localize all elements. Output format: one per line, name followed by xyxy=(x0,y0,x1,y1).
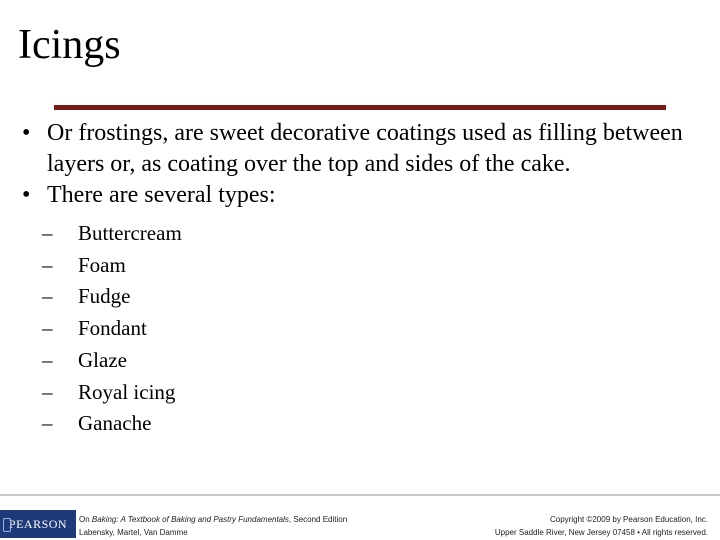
copyright-line-1: Copyright ©2009 by Pearson Education, Inc. xyxy=(550,515,708,524)
title-underline xyxy=(54,105,666,110)
icing-type-label: Foam xyxy=(78,252,126,277)
icing-type-item xyxy=(22,281,712,313)
icing-type-item xyxy=(22,377,712,409)
bullet-item xyxy=(22,118,712,180)
pearson-mark-icon xyxy=(3,518,11,532)
book-title: Baking: A Textbook of Baking and Pastry Fundamentals xyxy=(91,515,289,524)
bullet-list xyxy=(22,118,712,440)
bullet-marker: • xyxy=(22,120,31,146)
dash-marker: – xyxy=(42,284,53,309)
copyright-line-2: Upper Saddle River, New Jersey 07458 • All rights reserved. xyxy=(494,528,708,537)
icing-type-label: Buttercream xyxy=(78,221,182,245)
icing-type-label: Royal icing xyxy=(78,379,176,404)
footer-divider xyxy=(0,494,720,496)
book-authors: Labensky, Martel, Van Damme xyxy=(79,528,188,537)
dash-marker: – xyxy=(42,316,53,341)
dash-marker: – xyxy=(42,252,53,277)
icing-type-item xyxy=(22,345,712,377)
pearson-logo-text: PEARSON xyxy=(8,516,68,531)
book-prefix: On xyxy=(79,515,92,524)
icing-type-item xyxy=(22,250,712,282)
icing-type-item xyxy=(22,408,712,440)
bullet-text: There are several types: xyxy=(47,182,276,208)
slide-title: Icings xyxy=(18,22,121,68)
icing-type-item xyxy=(22,313,712,345)
icing-type-label: Fudge xyxy=(78,284,131,309)
icing-type-label: Ganache xyxy=(78,411,152,436)
book-citation xyxy=(79,513,347,539)
dash-marker: – xyxy=(42,347,53,372)
pearson-logo xyxy=(0,510,76,538)
bullet-item xyxy=(22,180,712,211)
bullet-marker: • xyxy=(22,182,31,208)
dash-marker: – xyxy=(42,379,53,404)
dash-marker: – xyxy=(42,221,53,245)
icing-type-label: Fondant xyxy=(78,316,147,341)
icing-type-label: Glaze xyxy=(78,347,127,372)
dash-marker: – xyxy=(42,411,53,436)
icing-type-item xyxy=(22,218,712,250)
book-edition: , Second Edition xyxy=(288,515,348,524)
bullet-text: Or frostings, are sweet decorative coatings used as filling between layers or, as coating over the top and sides of the cake. xyxy=(47,120,683,177)
copyright-notice xyxy=(495,513,708,539)
icing-types-list xyxy=(22,218,712,440)
